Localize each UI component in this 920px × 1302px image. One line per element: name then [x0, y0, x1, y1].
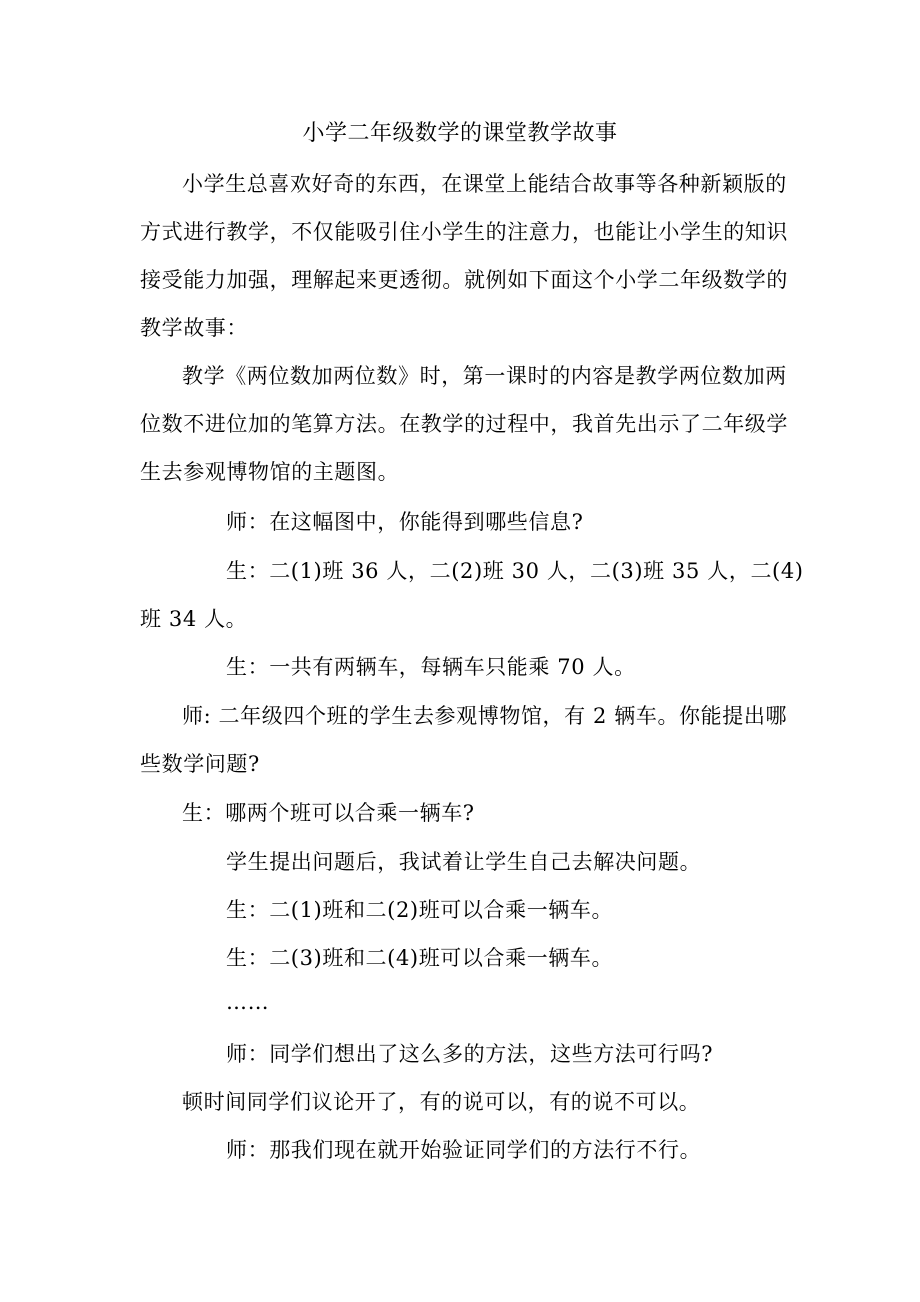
- dialogue-line: 生：二(1)班 36 人，二(2)班 30 人，二(3)班 35 人，二(4): [226, 559, 804, 583]
- paragraph-line: 教学故事：: [140, 316, 248, 340]
- dialogue-line: 些数学问题?: [140, 752, 260, 776]
- dialogue-line: 师：那我们现在就开始验证同学们的方法行不行。: [226, 1138, 702, 1162]
- paragraph-line: 接受能力加强，理解起来更透彻。就例如下面这个小学二年级数学的: [140, 268, 788, 292]
- paragraph-line: 顿时间同学们议论开了，有的说可以，有的说不可以。: [182, 1090, 701, 1114]
- dialogue-line: 班 34 人。: [140, 607, 248, 631]
- paragraph-line: 方式进行教学，不仅能吸引住小学生的注意力，也能让小学生的知识: [140, 220, 788, 244]
- paragraph-line: 位数不进位加的笔算方法。在教学的过程中，我首先出示了二年级学: [140, 412, 788, 436]
- dialogue-line: 生：一共有两辆车，每辆车只能乘 70 人。: [226, 655, 636, 679]
- dialogue-line: 师：同学们想出了这么多的方法，这些方法可行吗?: [226, 1042, 714, 1066]
- dialogue-line: 生：二(1)班和二(2)班可以合乘一辆车。: [226, 898, 614, 922]
- paragraph-line: 教学《两位数加两位数》时，第一课时的内容是教学两位数加两: [182, 364, 787, 388]
- paragraph-line: 生去参观博物馆的主题图。: [140, 460, 400, 484]
- dialogue-line: 生：二(3)班和二(4)班可以合乘一辆车。: [226, 946, 614, 970]
- dialogue-line: 生：哪两个班可以合乘一辆车?: [182, 801, 475, 825]
- dialogue-line: 师：在这幅图中，你能得到哪些信息?: [226, 510, 584, 534]
- ellipsis-line: ……: [226, 990, 270, 1014]
- dialogue-line: 学生提出问题后，我试着让学生自己去解决问题。: [226, 850, 702, 874]
- paragraph-line: 小学生总喜欢好奇的东西，在课堂上能结合故事等各种新颖版的: [182, 172, 787, 196]
- document-title: 小学二年级数学的课堂教学故事: [302, 121, 618, 146]
- dialogue-line: 师: 二年级四个班的学生去参观博物馆，有 2 辆车。你能提出哪: [182, 704, 788, 728]
